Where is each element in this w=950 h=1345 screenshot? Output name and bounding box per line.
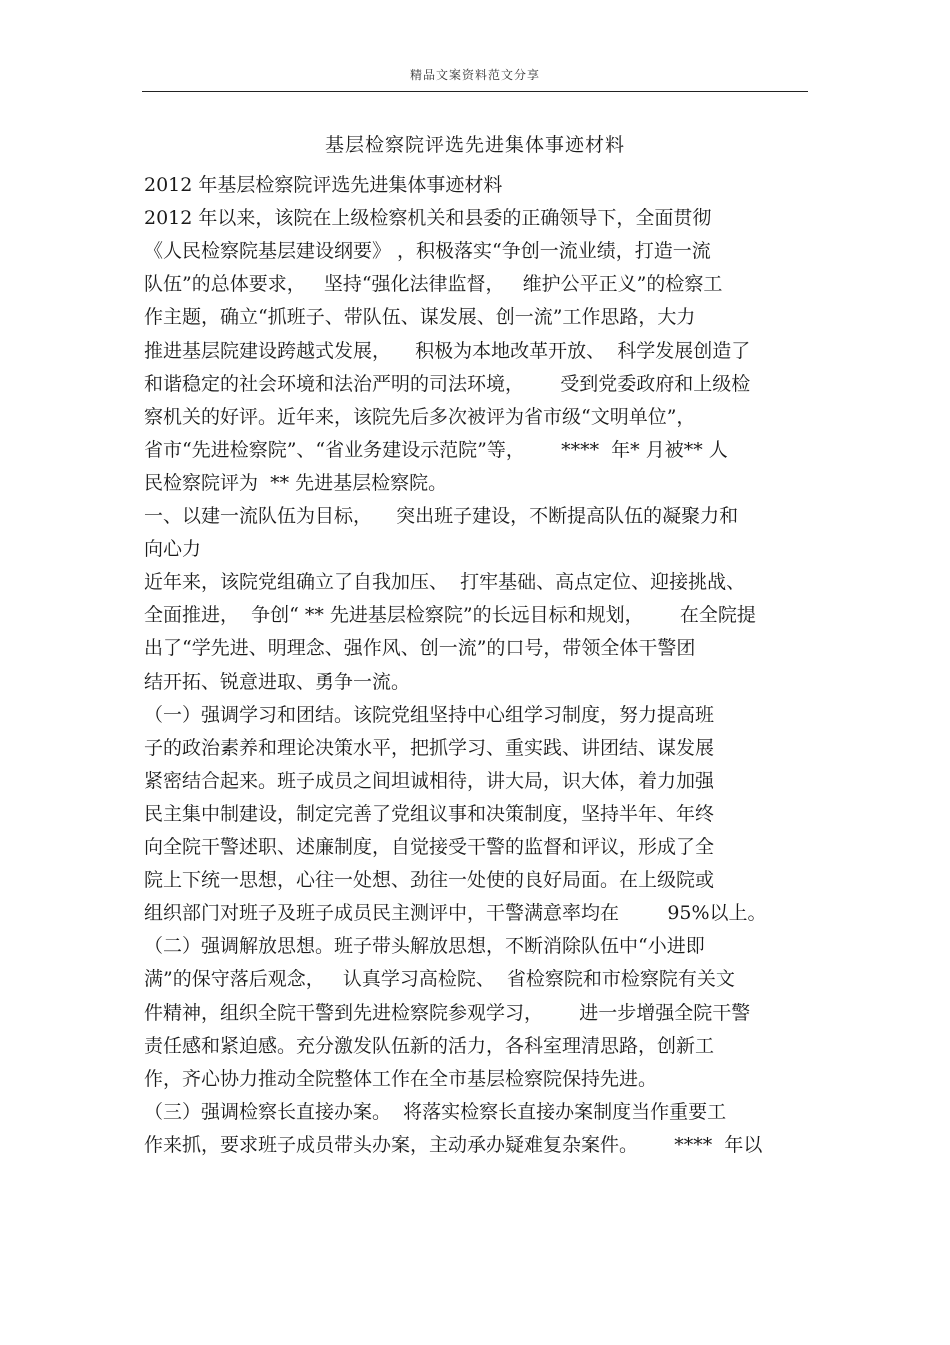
body-line: 子的政治素养和理论决策水平，把抓学习、重实践、讲团结、谋发展	[144, 736, 715, 759]
body-line: 结开拓、锐意进取、勇争一流。	[144, 670, 411, 693]
document-title: 基层检察院评选先进集体事迹材料	[324, 134, 625, 156]
body-line: 紧密结合起来。班子成员之间坦诚相待，讲大局，识大体，着力加强	[144, 769, 715, 792]
header-divider	[142, 91, 808, 92]
body-line: 近年来，该院党组确立了自我加压、 打牢基础、高点定位、迎接挑战、	[144, 571, 746, 594]
header-text: 精品文案资料范文分享	[409, 68, 540, 82]
body-line: 作来抓，要求班子成员带头办案，主动承办疑难复杂案件。 **** 年以	[144, 1133, 763, 1156]
body-line: 察机关的好评。近年来，该院先后多次被评为省市级“文明单位”，	[144, 405, 696, 428]
body-line: 向全院干警述职、述廉制度，自觉接受干警的监督和评议，形成了全	[144, 836, 715, 858]
body-line: 2012 年以来，该院在上级检察机关和县委的正确领导下，全面贯彻	[144, 207, 712, 230]
body-line: （二）强调解放思想。班子带头解放思想，不断消除队伍中“小进即	[144, 935, 705, 958]
body-line: 责任感和紧迫感。充分激发队伍新的活力，各科室理清思路，创新工	[144, 1034, 715, 1057]
body-line: 全面推进， 争创“ ** 先进基层检察院”的长远目标和规划， 在全院提	[144, 604, 756, 627]
body-line: （三）强调检察长直接办案。 将落实检察长直接办案制度当作重要工	[144, 1100, 727, 1123]
body-line: 作主题，确立“抓班子、带队伍、谋发展、创一流”工作思路，大力	[144, 306, 696, 329]
body-line: 出了“学先进、明理念、强作风、创一流”的口号，带领全体干警团	[144, 637, 696, 660]
body-line: 向心力	[144, 538, 202, 561]
body-line: 队伍”的总体要求， 坚持“强化法律监督， 维护公平正义”的检察工	[144, 273, 723, 296]
body-line: 省市“先进检察院”、“省业务建设示范院”等， **** 年* 月被** 人	[144, 438, 728, 461]
body-line: 和谐稳定的社会环境和法治严明的司法环境， 受到党委政府和上级检	[144, 372, 751, 395]
body-line: 院上下统一思想，心往一处想、劲往一处使的良好局面。在上级院或	[144, 869, 715, 892]
body-line: 作，齐心协力推动全院整体工作在全市基层检察院保持先进。	[144, 1067, 658, 1090]
body-line: 组织部门对班子及班子成员民主测评中，干警满意率均在 95%以上。	[144, 902, 767, 925]
body-line: 一、以建一流队伍为目标， 突出班子建设，不断提高队伍的凝聚力和	[144, 505, 739, 527]
body-line: 《人民检察院基层建设纲要》 ，积极落实“争创一流业绩，打造一流	[144, 240, 711, 263]
body-line: 件精神，组织全院干警到先进检察院参观学习， 进一步增强全院干警	[144, 1001, 751, 1024]
body-line: 民主集中制建设，制定完善了党组议事和决策制度，坚持半年、年终	[144, 802, 715, 825]
body-line: 满”的保守落后观念， 认真学习高检院、 省检察院和市检察院有关文	[144, 968, 735, 991]
body-line: 2012 年基层检察院评选先进集体事迹材料	[144, 174, 503, 196]
body-line: 推进基层院建设跨越式发展， 积极为本地改革开放、 科学发展创造了	[144, 339, 751, 362]
body-line: （一）强调学习和团结。该院党组坚持中心组学习制度，努力提高班	[144, 703, 715, 726]
body-line: 民检察院评为 ** 先进基层检察院。	[144, 471, 448, 494]
